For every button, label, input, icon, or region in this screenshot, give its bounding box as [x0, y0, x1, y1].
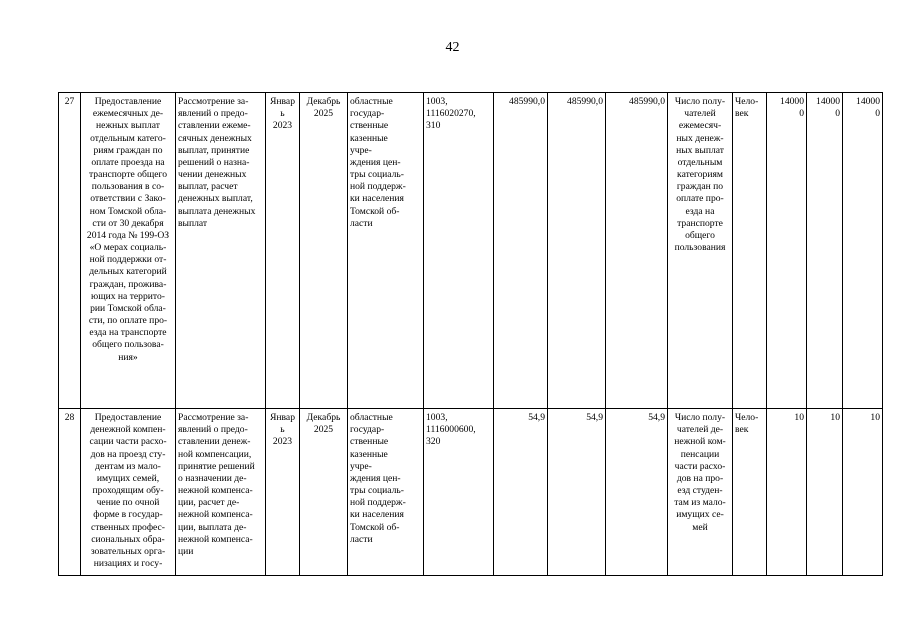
measure-name: Предоставление денежной компен- сации части расхо- дов на проезд сту- дентам из мало- имущих семей, проходящим обу- чение по очной форме в государ- ственных профес- сиональных обра- зовательных орга- низациях и госу-: [81, 409, 176, 576]
amount-year-2: 485990,0: [548, 93, 606, 409]
measure-content: Рассмотрение за- явлений о предо- ставлении ежеме- сячных денежных выплат, принятие решений о назна- чении денежных выплат, расчет денежных выплат, выплата денежных выплат: [176, 93, 266, 409]
budget-code: 1003, 1116020270, 310: [424, 93, 494, 409]
executor: областные государ- ственные казенные учре- ждения цен- тры социаль- ной поддерж- ки населения Томской об- ласти: [348, 409, 424, 576]
executor: областные государ- ственные казенные учре- ждения цен- тры социаль- ной поддерж- ки населения Томской об- ласти: [348, 93, 424, 409]
measure-name: Предоставление ежемесячных де- нежных выплат отдельным катего- риям граждан по оплате проезда на транспорте общего пользования в со- ответствии с Зако- ном Томской обла- сти от 30 декабря 2014 года № 199-ОЗ «О мерах социаль- ной поддержки от- дельных категорий граждан, прожива- ющих на террито- рии Томской обла- сти, по оплате про- езда на транспорте общего пользова- ния»: [81, 93, 176, 409]
unit: Чело- век: [733, 409, 767, 576]
indicator-value-2: 14000 0: [807, 93, 843, 409]
amount-year-1: 485990,0: [494, 93, 548, 409]
amount-year-2: 54,9: [548, 409, 606, 576]
amount-year-1: 54,9: [494, 409, 548, 576]
indicator-value-3: 14000 0: [843, 93, 883, 409]
indicator-name: Число полу- чателей ежемесяч- ных денеж- ных выплат отдельным категориям граждан по оплате про- езда на транспорте общего пользования: [668, 93, 733, 409]
indicator-value-3: 10: [843, 409, 883, 576]
amount-year-3: 54,9: [606, 409, 668, 576]
indicator-value-1: 10: [767, 409, 807, 576]
table-row: [59, 93, 883, 409]
row-number: 28: [59, 409, 81, 576]
indicator-value-2: 10: [807, 409, 843, 576]
measure-content: Рассмотрение за- явлений о предо- ставлении денеж- ной компенсации, принятие решений о назначении де- нежной компенса- ции, расчет де- нежной компенса- ции, выплата де- нежной компенса- ции: [176, 409, 266, 576]
program-table: [58, 92, 883, 576]
row-number: 27: [59, 93, 81, 409]
start-date: Январь 2023: [266, 93, 300, 409]
unit: Чело- век: [733, 93, 767, 409]
amount-year-3: 485990,0: [606, 93, 668, 409]
indicator-name: Число полу- чателей де- нежной ком- пенсации части расхо- дов на про- езд студен- там из мало- имущих се- мей: [668, 409, 733, 576]
page-number: 42: [445, 40, 460, 55]
table-row: [59, 409, 883, 576]
indicator-value-1: 14000 0: [767, 93, 807, 409]
budget-code: 1003, 1116000600, 320: [424, 409, 494, 576]
start-date: Январь 2023: [266, 409, 300, 576]
end-date: Декабрь 2025: [300, 93, 348, 409]
end-date: Декабрь 2025: [300, 409, 348, 576]
